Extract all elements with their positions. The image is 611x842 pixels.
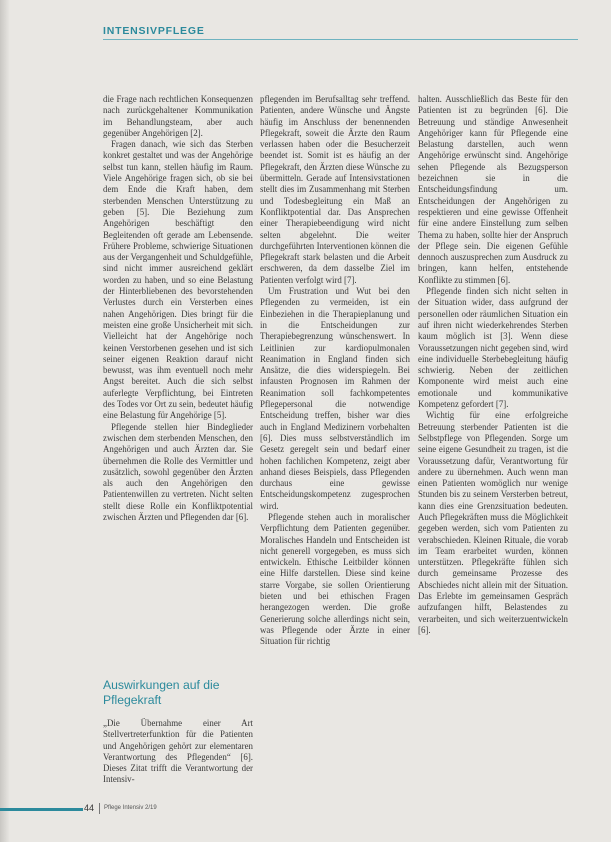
text-column-2	[260, 94, 410, 834]
journal-name: Pflege Intensiv 2/19	[104, 805, 157, 811]
paragraph: Um Frustration und Wut bei den Pflegenden zu vermeiden, ist ein Einbeziehen in die Therapieplanung und in die Entscheidungen zur Therapiebegrenzung wünschenswert. In Leitlinien zur kardiopulmonalen Reanimation in England finden sich Ansätze, die dies widerspiegeln. Bei infausten Prognosen im Rahmen der Reanimation soll fachkompetentes Pflegepersonal die notwendige Entscheidung treffen, bisher war dies auch in England Medizinern vorbehalten [6]. Dies muss selbstverständlich im Gesetz geregelt sein und bedarf einer hohen fachlichen Kompetenz, zeigt aber anhand dieses Beispiels, dass Pflegenden durchaus eine gewisse Entscheidungskompetenz zugesprochen wird.	[260, 286, 410, 511]
paragraph: „Die Übernahme einer Art Stellvertreterfunktion für die Patienten und Angehörigen gehört zur elementaren Verantwortung des Pflegenden“ [6]. Dieses Zitat trifft die Verantwortung der Intensiv-	[103, 718, 253, 785]
page-gutter-shadow	[0, 0, 10, 842]
paragraph: pflegenden im Berufsalltag sehr treffend. Patienten, andere Wünsche und Ängste häufig im Anschluss der benennenden Pflegekraft, soweit die Ärzte den Raum verlassen haben oder die Besucherzeit beendet ist. Somit ist es häufig an der Pflegekraft, den Ärzten diese Wünsche zu übermitteln. Gerade auf Intensivstationen stellt dies im Zusammenhang mit Sterben und Todesbegleitung ein Maß an Konfliktpotential dar. Das Ansprechen einer Therapiebeendigung wird nicht selten abgelehnt. Die weiter durchgeführten Interventionen können die Pflegekraft stark belasten und die Arbeit erschweren, da dem dasselbe Ziel im Patienten verfolgt wird [7].	[260, 94, 410, 285]
text-column-3	[418, 94, 568, 834]
header-divider	[103, 39, 578, 40]
paragraph: Wichtig für eine erfolgreiche Betreuung sterbender Patienten ist die Selbstpflege von Pflegenden. Sorge um seine eigene Gesundheit zu tragen, ist die Voraussetzung dafür, Verantwortung für andere zu übernehmen. Auch wenn man einen Patienten womöglich nur wenige Stunden bis zu seinem Versterben betreut, kann dies eine Grenzsituation bedeuten. Auch Pflegekräften muss die Möglichkeit gegeben werden, sich vom Patienten zu verabschieden. Kleinen Rituale, die vorab im Team erarbeitet wurden, können unterstützen. Pflegekräfte fühlen sich durch gemeinsame Prozesse des Abschiedes nicht allein mit der Situation. Das Erlebte im gemeinsamen Gespräch aufzufangen hilft, Belastendes zu verarbeiten, und sich weiterzuentwickeln [6].	[418, 410, 568, 635]
text-column-1-continued	[103, 718, 253, 786]
section-header: INTENSIVPFLEGE	[103, 25, 205, 37]
paragraph: die Frage nach rechtlichen Konsequenzen nach zurückgehaltener Kommunikation im Behandlungsteam, aber auch gegenüber Angehörigen [2].	[103, 94, 253, 138]
footer-separator	[99, 803, 100, 814]
paragraph: Fragen danach, wie sich das Sterben konkret gestaltet und was der Angehörige selbst tun kann, stellen häufig im Raum. Viele Angehörige fragen sich, ob sie bei dem Ende die Kraft haben, dem sterbenden Menschen Unterstützung zu geben [5]. Die Beziehung zum Angehörigen beschäftigt den Begleitenden oft gerade am Lebensende. Frühere Probleme, schwierige Situationen aus der Vergangenheit und Schuldgefühle, sind nicht immer ausreichend geklärt worden zu haben, und so eine Belastung der Hinterbliebenen des bevorstehenden Verlustes durch ein Versterben eines nahen Angehörigen. Dies bringt für die meisten eine große Unsicherheit mit sich. Vielleicht hat der Angehörige noch keinen Verstorbenen gesehen und ist sich seiner eigenen Reaktion darauf nicht bewusst, was ihm eventuell noch mehr Angst bereitet. Auch die sich selbst auferlegte Verpflichtung, bei Eintreten des Todes vor Ort zu sein, bedeutet häufig eine Belastung für Angehörige [5].	[103, 139, 253, 421]
paragraph: Pflegende finden sich nicht selten in der Situation wider, dass aufgrund der personellen oder räumlichen Situation ein auf ihren nicht wiederkehrendes Sterben kaum möglich ist [3]. Wenn diese Voraussetzungen nicht gegeben sind, wird eine individuelle Sterbebegleitung häufig schwierig. Neben der zeitlichen Komponente wird meist auch eine emotionale und kommunikative Kompetenz gefordert [7].	[418, 286, 568, 410]
footer-accent-bar	[0, 808, 83, 811]
page-number: 44	[84, 803, 95, 813]
paragraph: Pflegende stellen hier Bindeglieder zwischen dem sterbenden Menschen, den Angehörigen und auch Ärzten dar. Sie übernehmen die Rolle des Vermittler und zusätzlich, sowohl gegenüber den Ärzten als auch den Angehörigen den Patientenwillen zu vertreten. Nicht selten stellt diese Rolle ein Konfliktpotential zwischen Ärzten und Pflegenden dar [6].	[103, 421, 253, 522]
paragraph: halten. Ausschließlich das Beste für den Patienten ist zu begründen [6]. Die Betreuung und ständige Anwesenheit Angehöriger kann für Pflegende eine Belastung darstellen, auch wenn Angehörige erwünscht sind. Angehörige sehen Pflegende als Bezugsperson bezeichnen sie in die Entscheidungsfindung um. Entscheidungen der Angehörigen zu respektieren und eine gewisse Offenheit für eine andere Einstellung zum selben Thema zu haben, sollte hier der Anspruch der Pflege sein. Die eigenen Gefühle dennoch auszusprechen zum Ausdruck zu bringen, kann helfen, entstehende Konflikte zu stimmen [6].	[418, 94, 568, 285]
text-column-1	[103, 94, 253, 694]
section-subheading: Auswirkungen auf die Pflegekraft	[103, 678, 220, 707]
paragraph: Pflegende stehen auch in moralischer Verpflichtung dem Patienten gegenüber. Moralisches Handeln und Entscheiden ist nicht generell vorgegeben, es muss sich entwickeln. Ethische Leitbilder können eine Hilfe darstellen. Diese sind keine starre Vorgabe, sie sollen Orientierung bieten und bei ethischen Fragen herangezogen werden. Die große Generierung solche allerdings nicht sein, was Pflegende oder Ärzte in einer Situation für richtig	[260, 511, 410, 647]
